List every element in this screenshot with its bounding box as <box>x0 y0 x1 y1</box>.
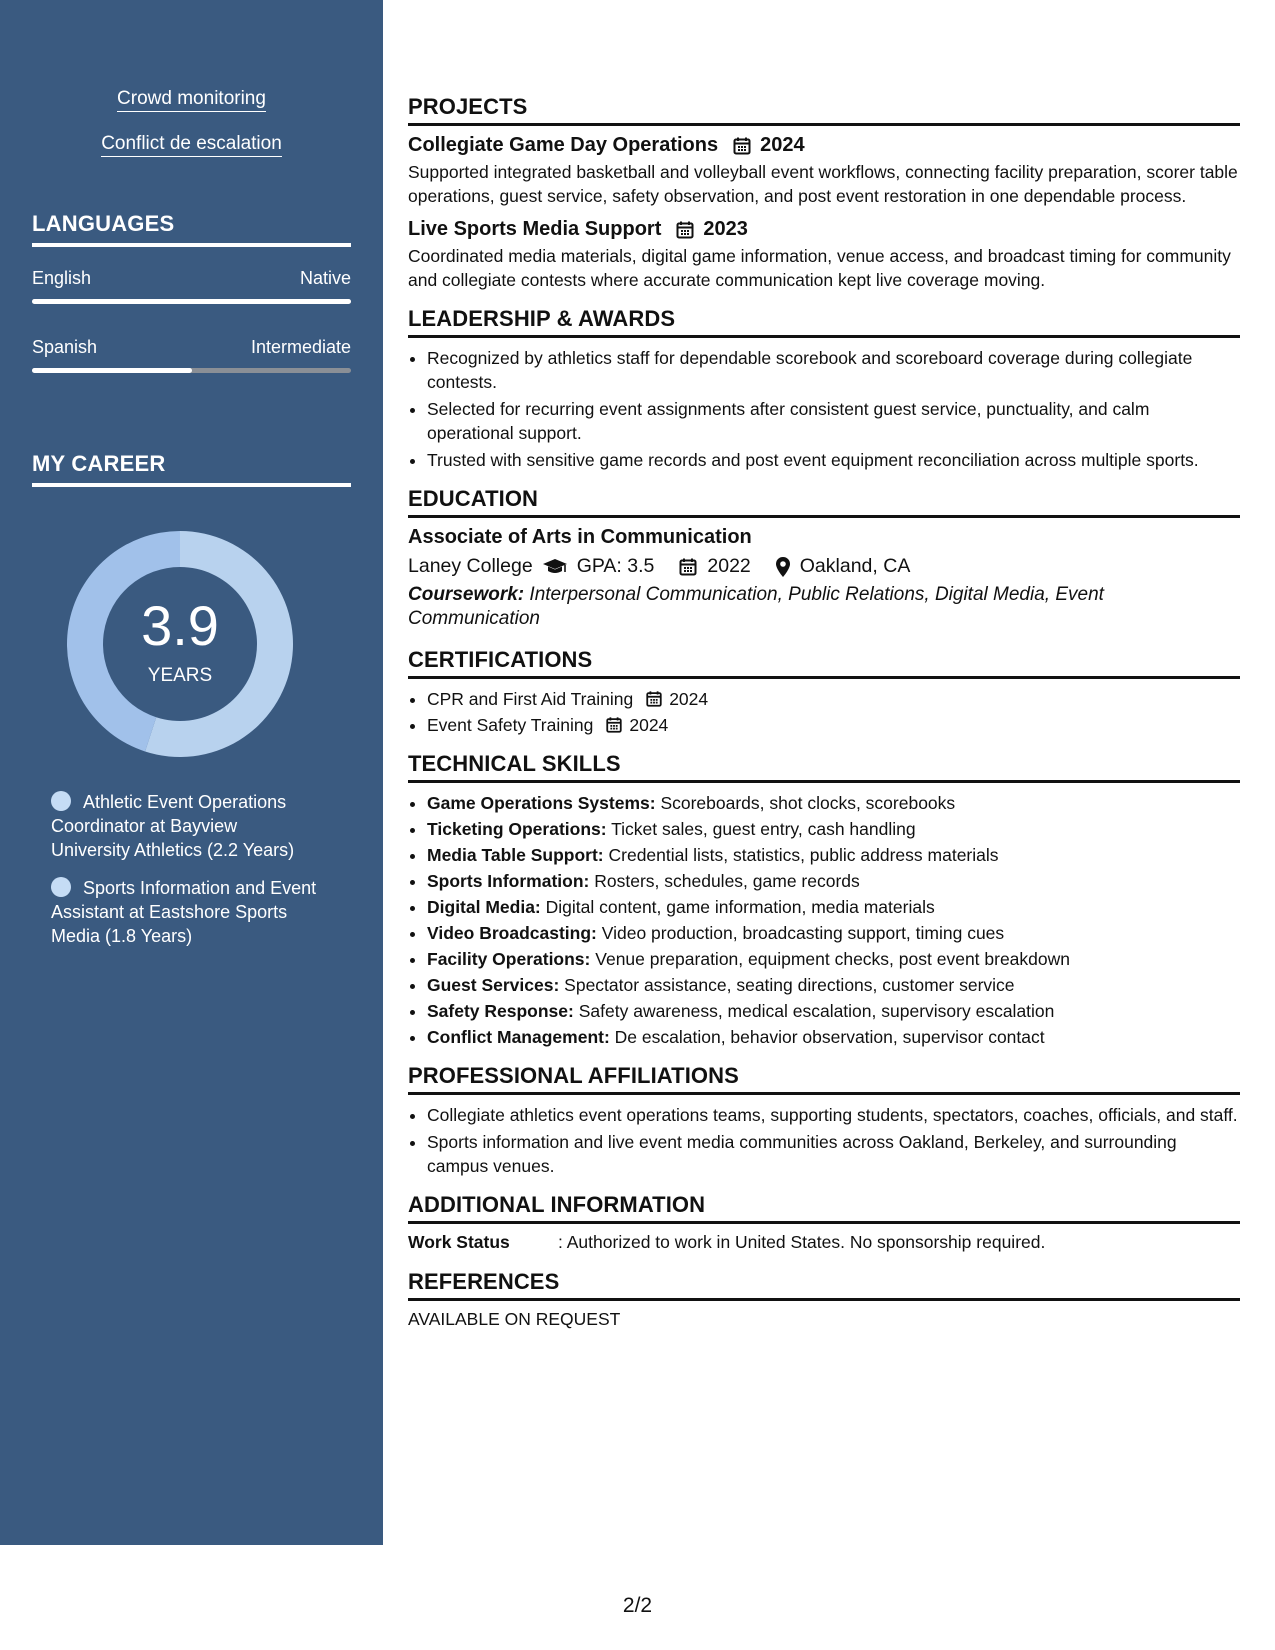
list-item: • Safety Response: Safety awareness, medical escalation, supervisory escalation <box>427 999 1240 1023</box>
project-title: Collegiate Game Day Operations 2024 <box>408 134 805 156</box>
language-bar-fill <box>32 299 351 304</box>
list-item: • Ticketing Operations: Ticket sales, guest entry, cash handling <box>427 817 1240 841</box>
language-level: Intermediate <box>250 337 351 357</box>
affiliations-heading: PROFESSIONAL AFFILIATIONS <box>408 1063 1240 1095</box>
graduation-cap-icon <box>542 557 568 577</box>
education-coursework: Coursework: Interpersonal Communication, Public Relations, Digital Media, Event Communication <box>408 584 1104 629</box>
career-total-years: 3.9 <box>141 594 219 657</box>
list-item: • Digital Media: Digital content, game information, media materials <box>427 895 1240 919</box>
work-status-row <box>408 1232 1240 1253</box>
education-gpa: GPA: 3.5 <box>576 555 655 577</box>
technical-skills-heading: TECHNICAL SKILLS <box>408 751 1240 783</box>
language-level: Native <box>299 268 351 288</box>
calendar-icon <box>645 690 663 708</box>
additional-info-heading: ADDITIONAL INFORMATION <box>408 1192 1240 1224</box>
list-item: • Facility Operations: Venue preparation, equipment checks, post event breakdown <box>427 947 1240 971</box>
calendar-icon <box>732 136 752 156</box>
list-item: • Event Safety Training 2024 <box>427 713 1240 737</box>
calendar-icon <box>675 220 695 240</box>
main-content <box>408 94 1240 1330</box>
references-text: AVAILABLE ON REQUEST <box>408 1309 621 1329</box>
location-pin-icon <box>775 556 791 578</box>
language-bar-spanish <box>32 368 351 373</box>
leadership-heading: LEADERSHIP & AWARDS <box>408 306 1240 338</box>
education-school: Laney College <box>408 555 533 577</box>
affiliations-list <box>408 1103 1240 1178</box>
list-item: • Game Operations Systems: Scoreboards, shot clocks, scorebooks <box>427 791 1240 815</box>
projects-heading: PROJECTS <box>408 94 1240 126</box>
career-heading: MY CAREER <box>32 451 351 487</box>
work-status-value: : Authorized to work in United States. No sponsorship required. <box>558 1232 1046 1252</box>
list-item: • CPR and First Aid Training 2024 <box>427 687 1240 711</box>
career-dot-icon <box>51 791 71 811</box>
project-description: Supported integrated basketball and volleyball event workflows, connecting facility preparation, scorer table operations, guest service, safety observation, and post event restoration in one dependable process. <box>408 162 1238 206</box>
list-item: • Media Table Support: Credential lists, statistics, public address materials <box>427 843 1240 867</box>
language-name: English <box>32 268 92 288</box>
language-bar-fill <box>32 368 192 373</box>
education-degree: Associate of Arts in Communication <box>408 526 752 548</box>
list-item: • Collegiate athletics event operations teams, supporting students, spectators, coaches, officials, and staff. <box>427 1103 1240 1127</box>
technical-skills-list <box>408 791 1240 1049</box>
references-heading: REFERENCES <box>408 1269 1240 1301</box>
leadership-list <box>408 346 1240 472</box>
sidebar <box>0 0 383 1545</box>
project-title: Live Sports Media Support 2023 <box>408 218 748 240</box>
education-location: Oakland, CA <box>799 555 911 577</box>
certifications-heading: CERTIFICATIONS <box>408 647 1240 679</box>
list-item: • Selected for recurring event assignments after consistent guest service, punctuality, and calm operational support. <box>427 397 1240 445</box>
certifications-list <box>408 687 1240 737</box>
project-description: Coordinated media materials, digital game information, venue access, and broadcast timing for community and collegiate contests where accurate communication kept live coverage moving. <box>408 246 1231 290</box>
calendar-icon <box>605 716 623 734</box>
skill-item: Conflict de escalation <box>0 133 383 155</box>
language-bar-english <box>32 299 351 304</box>
list-item: • Sports Information: Rosters, schedules, game records <box>427 869 1240 893</box>
list-item: • Trusted with sensitive game records and post event equipment reconciliation across multiple sports. <box>427 448 1240 472</box>
career-item: Athletic Event Operations Coordinator at Bayview University Athletics (2.2 Years) <box>51 792 295 860</box>
language-row-english <box>32 268 351 289</box>
languages-heading: LANGUAGES <box>32 211 351 247</box>
list-item: • Sports information and live event media communities across Oakland, Berkeley, and surrounding campus venues. <box>427 1130 1240 1178</box>
work-status-label: Work Status <box>408 1232 510 1252</box>
education-heading: EDUCATION <box>408 486 1240 518</box>
education-meta <box>408 555 1240 578</box>
list-item: • Guest Services: Spectator assistance, seating directions, customer service <box>427 973 1240 997</box>
career-total-unit: YEARS <box>147 665 213 686</box>
language-row-spanish <box>32 337 351 358</box>
list-item: • Conflict Management: De escalation, behavior observation, supervisor contact <box>427 1025 1240 1049</box>
career-item: Sports Information and Event Assistant at Eastshore Sports Media (1.8 Years) <box>51 878 317 946</box>
education-year: 2022 <box>707 555 751 577</box>
page-number: 2/2 <box>622 1594 653 1617</box>
language-name: Spanish <box>32 337 98 357</box>
skill-item: Crowd monitoring <box>0 88 383 110</box>
career-dot-icon <box>51 877 71 897</box>
list-item: • Recognized by athletics staff for dependable scorebook and scoreboard coverage during collegiate contests. <box>427 346 1240 394</box>
calendar-icon <box>678 557 698 577</box>
list-item: • Video Broadcasting: Video production, broadcasting support, timing cues <box>427 921 1240 945</box>
